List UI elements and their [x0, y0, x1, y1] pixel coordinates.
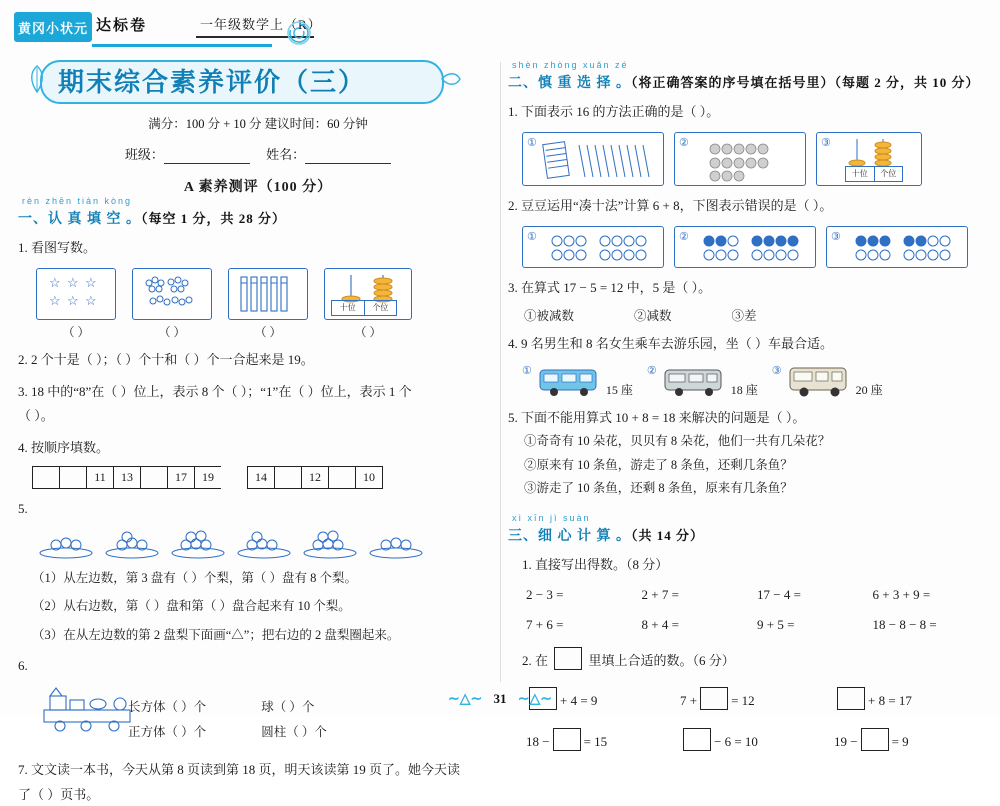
- q3-options: [524, 306, 988, 324]
- q1-left: 1. 看图写数。: [18, 237, 498, 260]
- calc-item: 7 + 6 =: [526, 617, 642, 633]
- grid1-cell: [140, 466, 167, 489]
- option-2-box[interactable]: [674, 132, 806, 186]
- name-label: 姓名：: [266, 147, 305, 162]
- stars-box: ☆ ☆ ☆ ☆ ☆ ☆: [36, 268, 116, 320]
- grid1-cell: [32, 466, 59, 489]
- brand-subtitle: 达标卷: [96, 14, 147, 35]
- section2-title: [508, 72, 988, 92]
- q5-option-2[interactable]: ②原来有 10 条鱼，游走了 8 条鱼，还剩几条鱼？: [524, 454, 988, 478]
- counter-box: [324, 268, 412, 320]
- leaf-decoration-icon: [24, 64, 50, 94]
- q2-option-1-box[interactable]: [522, 226, 664, 268]
- section-a-title: A 素养测评（100 分）: [18, 176, 498, 196]
- q4-left: 4. 按顺序填数。: [18, 437, 498, 460]
- bus-option-2[interactable]: [647, 364, 758, 398]
- cylinder-count: 圆柱（ ）个: [261, 725, 327, 739]
- fill-box[interactable]: [553, 728, 581, 751]
- grid-spacer: [221, 466, 247, 489]
- class-name-line: [18, 144, 498, 164]
- cuboid-count: 长方体（ ）个: [128, 700, 206, 714]
- bus-option-3[interactable]: [772, 364, 883, 398]
- section1-score: （每空 1 分，共 28 分）: [141, 211, 286, 226]
- calc-item: 17 − 4 =: [757, 587, 873, 603]
- q7-left: 7. 文文读一本书，今天从第 8 页读到第 18 页，明天该读第 19 页了。她今天读: [18, 759, 498, 782]
- fill-text: = 15: [584, 734, 608, 749]
- fill-text: + 4 = 9: [560, 693, 597, 708]
- grid2-cell: [328, 466, 355, 489]
- option-2-number: ②: [679, 136, 689, 149]
- fill-text: 7 +: [680, 693, 697, 708]
- bus-icon-3: [786, 364, 852, 398]
- fill-item-5: [680, 728, 834, 751]
- section1-title: [18, 208, 498, 228]
- grid2-cell: [274, 466, 301, 489]
- q5-option-3[interactable]: ③游走了 10 条鱼，还剩 8 条鱼，原来有几条鱼？: [524, 477, 988, 501]
- section2-score: （将正确答案的序号填在括号里）（每题 2 分，共 10 分）: [631, 75, 980, 90]
- grade-label: 一年级数学上（R）: [200, 14, 322, 33]
- sphere-count: 球（ ）个: [261, 700, 314, 714]
- q5-right: 5. 下面不能用算式 10 + 8 = 18 来解决的问题是（ ）。: [508, 407, 988, 430]
- calc-grid: [526, 587, 988, 633]
- grid1-cell: 17: [167, 466, 194, 489]
- q2-option-boxes: [522, 226, 988, 268]
- sticks-bundle-icon: [523, 133, 663, 185]
- section3-heading: 三、细 心 计 算 。: [508, 529, 631, 544]
- q2-option-3-box[interactable]: [826, 226, 968, 268]
- bus-option-1[interactable]: [522, 364, 633, 398]
- ten-frame-dots-icon: [675, 133, 805, 185]
- option-3-box[interactable]: [816, 132, 922, 186]
- option3-ones-label: 个位: [875, 167, 903, 181]
- s3-q1: 1. 直接写出得数。（8 分）: [522, 554, 988, 577]
- calc-item: 9 + 5 =: [757, 617, 873, 633]
- bus-2-seats: 18 座: [731, 381, 758, 398]
- section1-pinyin: rèn zhēn tián kòng: [22, 196, 498, 206]
- calc-item: 6 + 3 + 9 =: [873, 587, 989, 603]
- option-3-number: ③: [821, 136, 831, 149]
- option3-tens-label: 十位: [846, 167, 875, 181]
- column-divider: [500, 62, 501, 682]
- bus-2-number: ②: [647, 364, 657, 377]
- s3-q2: [522, 647, 988, 673]
- section3-pinyin: xì xīn jì suàn: [512, 513, 988, 523]
- fill-text: 19 −: [834, 734, 858, 749]
- option3-place-value-caption: [845, 166, 903, 182]
- fill-item-6: [834, 728, 988, 751]
- s3-q2-inline-box[interactable]: [554, 647, 582, 670]
- stars-answer-blank: （ ）: [36, 323, 116, 340]
- option-1-number: ①: [527, 136, 537, 149]
- section3-title: [508, 525, 988, 545]
- name-blank: [305, 147, 391, 164]
- q1-right: 1. 下面表示 16 的方法正确的是（ ）。: [508, 101, 988, 124]
- q3-option-3[interactable]: ③差: [732, 306, 757, 324]
- fill-box[interactable]: [683, 728, 711, 751]
- header-rule: [92, 44, 272, 47]
- leaf-decoration-right-icon: [438, 66, 462, 92]
- fill-text: − 6 = 10: [714, 734, 758, 749]
- section1-heading: 一、认 真 填 空 。: [18, 212, 141, 227]
- q3-left: 3. 18 中的“8”在（ ）位上，表示 8 个（ ）；“1”在（ ）位上，表示 1 个: [18, 381, 498, 404]
- pear-plates-icon: [36, 527, 476, 561]
- q4-bus-options: [522, 364, 988, 398]
- right-column: [508, 56, 988, 696]
- q2-option-3-number: ③: [831, 230, 841, 243]
- class-label: 班级：: [125, 147, 164, 162]
- brand-logo: 黄冈小状元: [14, 12, 92, 42]
- q2-option-2-box[interactable]: [674, 226, 816, 268]
- q2-circles-1-icon: [523, 227, 663, 267]
- s3-q2-pre: 2. 在: [522, 653, 548, 668]
- grid2-cell: 12: [301, 466, 328, 489]
- q5-part2: （2）从右边数，第（ ）盘和第（ ）盘合起来有 10 个梨。: [32, 595, 498, 618]
- place-value-caption: [331, 300, 397, 316]
- grid2-cell: 14: [247, 466, 274, 489]
- q4-right: 4. 9 名男生和 8 名女生乘车去游乐园，坐（ ）车最合适。: [508, 333, 988, 356]
- q7-left-cont: 了（ ）页书。: [18, 784, 498, 806]
- pear-plates-row: [36, 527, 498, 561]
- wave-right-icon: ∼△∼: [518, 692, 552, 707]
- calc-item: 8 + 4 =: [642, 617, 758, 633]
- bus-1-number: ①: [522, 364, 532, 377]
- pencils-icon: [229, 269, 307, 319]
- grid1-cell: 19: [194, 466, 221, 489]
- q3-right: 3. 在算式 17 − 5 = 12 中，5 是（ ）。: [508, 277, 988, 300]
- q2-circles-2-icon: [675, 227, 815, 267]
- counter-answer-blank: （ ）: [324, 323, 412, 340]
- bus-3-number: ③: [772, 364, 782, 377]
- q3-left-cont: （ ）。: [18, 405, 498, 428]
- grid1-cell: [59, 466, 86, 489]
- bus-icon-1: [536, 364, 602, 398]
- wave-left-icon: ∼△∼: [448, 692, 482, 707]
- fill-box[interactable]: [861, 728, 889, 751]
- fill-text: 18 −: [526, 734, 550, 749]
- q6-left: 6.: [18, 655, 498, 678]
- q2-circles-3-icon: [827, 227, 967, 267]
- swirl-decoration-icon: [286, 20, 312, 46]
- left-column: [18, 56, 498, 696]
- shape-row-2: [128, 720, 498, 745]
- grid1-cell: 11: [86, 466, 113, 489]
- fill-text: + 8 = 17: [868, 693, 912, 708]
- pencils-box: [228, 268, 308, 320]
- section3-score: （共 14 分）: [631, 528, 704, 543]
- number-sequence-grids: [32, 466, 498, 489]
- q2-option-1-number: ①: [527, 230, 537, 243]
- option-1-box[interactable]: [522, 132, 664, 186]
- q2-option-2-number: ②: [679, 230, 689, 243]
- score-time-line: 满分：100 分 + 10 分 建议时间：60 分钟: [18, 114, 498, 132]
- fill-item-4: [526, 728, 680, 751]
- grid1-cell: 13: [113, 466, 140, 489]
- page-header: [0, 0, 1000, 56]
- section2-pinyin: shèn zhòng xuǎn zé: [512, 60, 988, 70]
- flowers-icon: [133, 269, 211, 319]
- q5-part3: （3）在从左边数的第 2 盘梨下面画“△”；把右边的 2 盘梨圈起来。: [32, 624, 498, 647]
- calc-item: 18 − 8 − 8 =: [873, 617, 989, 633]
- tens-label: 十位: [332, 301, 365, 315]
- grid2-cell: 10: [355, 466, 383, 489]
- fill-text: = 9: [892, 734, 909, 749]
- cube-count: 正方体（ ）个: [128, 725, 206, 739]
- ones-label: 个位: [365, 301, 397, 315]
- q5-part1: （1）从左边数，第 3 盘有（ ）个梨，第（ ）盘有 8 个梨。: [32, 567, 498, 590]
- flowers-box: [132, 268, 212, 320]
- bus-3-seats: 20 座: [856, 381, 883, 398]
- q5-left: 5.: [18, 498, 498, 521]
- title-banner: [18, 58, 498, 104]
- section2-heading: 二、慎 重 选 择 。: [508, 76, 631, 91]
- q2-left: 2. 2 个十是（ ）；（ ）个十和（ ）个一合起来是 19。: [18, 349, 498, 372]
- calc-item: 2 − 3 =: [526, 587, 642, 603]
- s3-q2-post: 里填上合适的数。（6 分）: [589, 653, 735, 668]
- class-blank: [164, 147, 250, 164]
- q1-option-boxes: [522, 132, 988, 186]
- pencils-answer-blank: （ ）: [228, 323, 308, 340]
- q2-right: 2. 豆豆运用“凑十法”计算 6 + 8，下图表示错误的是（ ）。: [508, 195, 988, 218]
- page-number-footer: [0, 691, 1000, 708]
- page-title: 期末综合素养评价（三）: [58, 62, 366, 99]
- q5-option-1[interactable]: ①奇奇有 10 朵花，贝贝有 8 朵花，他们一共有几朵花？: [524, 430, 988, 454]
- flowers-answer-blank: （ ）: [132, 323, 212, 340]
- bus-1-seats: 15 座: [606, 381, 633, 398]
- fill-text: = 12: [731, 693, 755, 708]
- bus-icon-2: [661, 364, 727, 398]
- q3-option-1[interactable]: ①被减数: [524, 306, 574, 324]
- q1-picture-row: [36, 268, 498, 340]
- q3-option-2[interactable]: ②减数: [634, 306, 672, 324]
- page-number: 31: [494, 691, 507, 706]
- calc-item: 2 + 7 =: [642, 587, 758, 603]
